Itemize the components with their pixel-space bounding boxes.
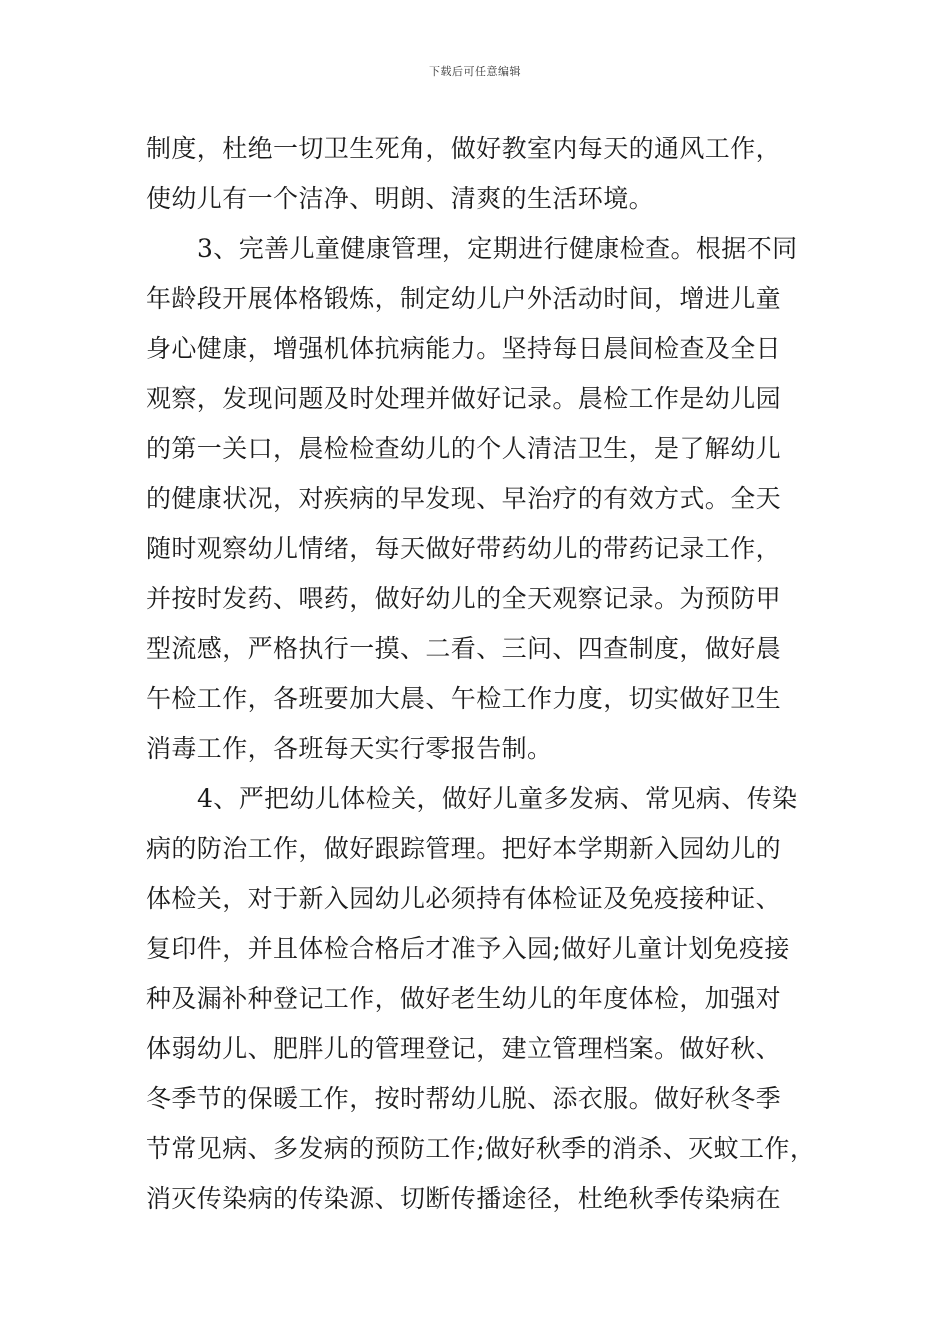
text-line: 体弱幼儿、肥胖儿的管理登记，建立管理档案。做好秋、 <box>146 1034 782 1063</box>
text-line: 制度，杜绝一切卫生死角，做好教室内每天的通风工作， <box>146 134 782 163</box>
text-line: 种及漏补种登记工作，做好老生幼儿的年度体检，加强对 <box>146 984 782 1013</box>
text-line: 冬季节的保暖工作，按时帮幼儿脱、添衣服。做好秋冬季 <box>146 1084 782 1113</box>
text-line: 观察，发现问题及时处理并做好记录。晨检工作是幼儿园 <box>146 384 782 413</box>
text-line: 午检工作，各班要加大晨、午检工作力度，切实做好卫生 <box>146 684 782 713</box>
text-line: 消毒工作，各班每天实行零报告制。 <box>146 734 553 763</box>
text-line: 使幼儿有一个洁净、明朗、清爽的生活环境。 <box>146 184 655 213</box>
page-header-note: 下载后可任意编辑 <box>429 65 521 78</box>
text-line: 消灭传染病的传染源、切断传播途径，杜绝秋季传染病在 <box>146 1184 782 1213</box>
text-line: 身心健康，增强机体抗病能力。坚持每日晨间检查及全日 <box>146 334 782 363</box>
text-line: 的健康状况，对疾病的早发现、早治疗的有效方式。全天 <box>146 484 782 513</box>
text-line: 体检关，对于新入园幼儿必须持有体检证及免疫接种证、 <box>146 884 782 913</box>
text-line: 节常见病、多发病的预防工作;做好秋季的消杀、灭蚊工作， <box>146 1134 816 1163</box>
paragraph-3-first-line: 3、完善儿童健康管理，定期进行健康检查。根据不同 <box>197 234 798 263</box>
text-line: 型流感，严格执行一摸、二看、三问、四查制度，做好晨 <box>146 634 782 663</box>
text-line: 病的防治工作，做好跟踪管理。把好本学期新入园幼儿的 <box>146 834 782 863</box>
text-line: 随时观察幼儿情绪，每天做好带药幼儿的带药记录工作， <box>146 534 782 563</box>
paragraph-4-first-line: 4、严把幼儿体检关，做好儿童多发病、常见病、传染 <box>197 784 798 813</box>
text-line: 复印件，并且体检合格后才准予入园;做好儿童计划免疫接 <box>146 934 790 963</box>
text-line: 年龄段开展体格锻炼，制定幼儿户外活动时间，增进儿童 <box>146 284 782 313</box>
document-body <box>146 124 826 1224</box>
text-line: 的第一关口，晨检检查幼儿的个人清洁卫生，是了解幼儿 <box>146 434 782 463</box>
text-line: 并按时发药、喂药，做好幼儿的全天观察记录。为预防甲 <box>146 584 782 613</box>
